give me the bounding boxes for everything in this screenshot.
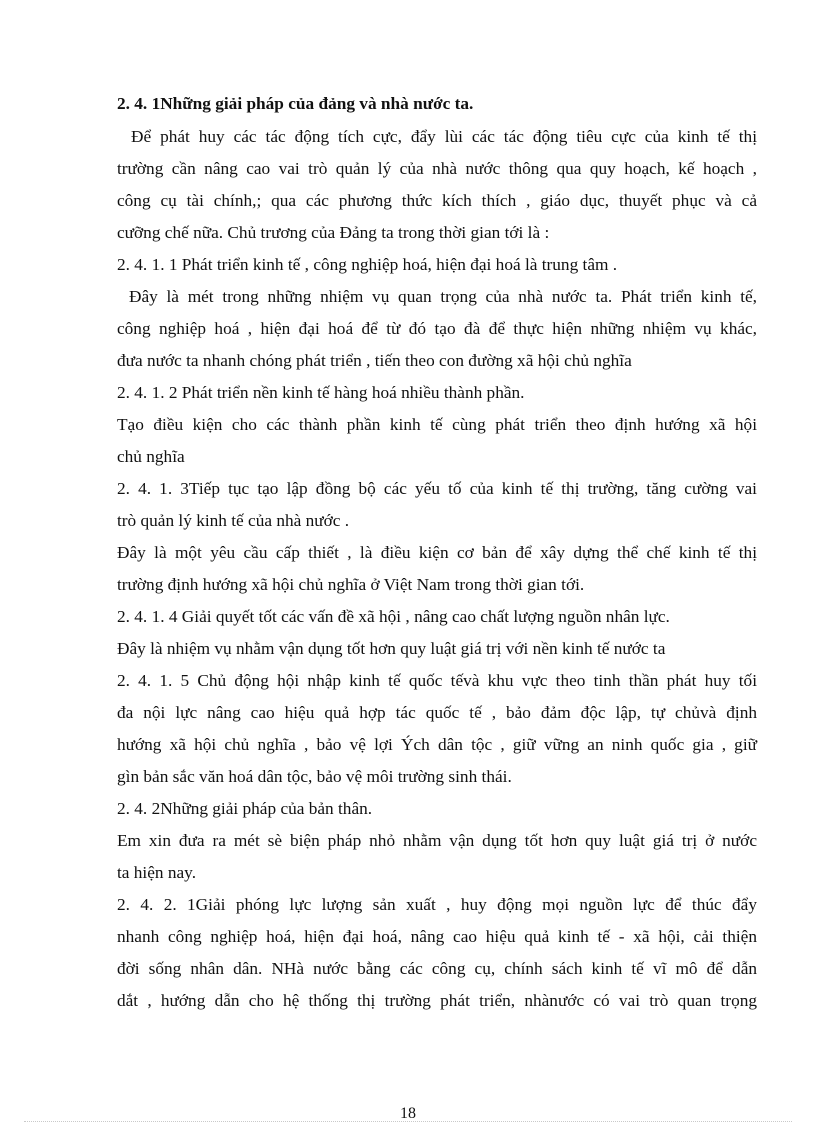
paragraph-line: gìn bản sắc văn hoá dân tộc, bảo vệ môi trường sinh thái. xyxy=(117,767,512,786)
paragraph-line: ta hiện nay. xyxy=(117,863,197,882)
subsection-heading-2-4-1-5: 2. 4. 1. 5 Chủ động hội nhập kinh tế quốc tếvà khu vực theo tinh thần phát huy tối xyxy=(117,671,757,690)
paragraph-line: đưa nước ta nhanh chóng phát triển , tiến theo con đường xã hội chủ nghĩa xyxy=(117,351,632,370)
paragraph-line: trường định hướng xã hội chủ nghĩa ở Việt Nam trong thời gian tới. xyxy=(117,575,585,594)
paragraph-line: Đây là một yêu cầu cấp thiết , là điều kiện cơ bản để xây dựng thể chế kinh tế thị xyxy=(117,543,757,562)
paragraph-line: dắt , hướng dẫn cho hệ thống thị trường phát triển, nhànước có vai trò quan trọng xyxy=(117,991,757,1010)
subsection-heading-2-4-1-4: 2. 4. 1. 4 Giải quyết tốt các vấn đề xã hội , nâng cao chất lượng nguồn nhân lực. xyxy=(117,607,670,626)
paragraph-line: đời sống nhân dân. NHà nước bằng các công cụ, chính sách kinh tế vĩ mô để dẫn xyxy=(117,959,757,978)
paragraph-line: đa nội lực nâng cao hiệu quả hợp tác quốc tế , bảo đảm độc lập, tự chủvà định xyxy=(117,703,757,722)
paragraph-line: công cụ tài chính,; qua các phương thức kích thích , giáo dục, thuyết phục và cả xyxy=(117,191,757,210)
subsection-heading-2-4-1-3-cont: trò quản lý kinh tế của nhà nước . xyxy=(117,511,350,530)
paragraph-line: Đây là mét trong những nhiệm vụ quan trọng của nhà nước ta. Phát triển kinh tế, xyxy=(129,287,757,306)
paragraph-line: chủ nghĩa xyxy=(117,447,185,466)
subsection-heading-2-4-1-1: 2. 4. 1. 1 Phát triển kinh tế , công nghiệp hoá, hiện đại hoá là trung tâm . xyxy=(117,255,618,274)
page-number: 18 xyxy=(400,1105,416,1122)
footer-divider xyxy=(24,1121,792,1122)
subsection-heading-2-4-2-1: 2. 4. 2. 1Giải phóng lực lượng sản xuất , huy động mọi nguồn lực để thúc đẩy xyxy=(117,895,757,914)
subsection-heading-2-4-1-3: 2. 4. 1. 3Tiếp tục tạo lập đồng bộ các yếu tố của kinh tế thị trường, tăng cường vai xyxy=(117,479,757,498)
paragraph-line: trường cần nâng cao vai trò quản lý của nhà nước thông qua quy hoạch, kế hoạch , xyxy=(117,159,757,178)
paragraph-line: hướng xã hội chủ nghĩa , bảo vệ lợi Ých dân tộc , giữ vững an ninh quốc gia , giữ xyxy=(117,735,757,754)
paragraph-line: Tạo điều kiện cho các thành phần kinh tế cùng phát triển theo định hướng xã hội xyxy=(117,415,757,434)
section-heading-2-4-2: 2. 4. 2Những giải pháp của bản thân. xyxy=(117,799,373,818)
paragraph-line: nhanh công nghiệp hoá, hiện đại hoá, nâng cao hiệu quả kinh tế - xã hội, cải thiện xyxy=(117,927,757,946)
paragraph-line: công nghiệp hoá , hiện đại hoá để từ đó tạo đà để thực hiện những nhiệm vụ khác, xyxy=(117,319,757,338)
paragraph-line: Để phát huy các tác động tích cực, đẩy lùi các tác động tiêu cực của kinh tế thị xyxy=(131,127,757,146)
paragraph-line: Em xin đưa ra mét sè biện pháp nhỏ nhằm vận dụng tốt hơn quy luật giá trị ở nước xyxy=(117,831,757,850)
paragraph-line: Đây là nhiệm vụ nhằm vận dụng tốt hơn quy luật giá trị với nền kinh tế nước ta xyxy=(117,639,666,658)
subsection-heading-2-4-1-2: 2. 4. 1. 2 Phát triển nền kinh tế hàng hoá nhiều thành phần. xyxy=(117,383,525,402)
section-heading-2-4-1: 2. 4. 1Những giải pháp của đảng và nhà nước ta. xyxy=(117,94,474,113)
paragraph-line: cưỡng chế nữa. Chủ trương của Đảng ta trong thời gian tới là : xyxy=(117,223,550,242)
